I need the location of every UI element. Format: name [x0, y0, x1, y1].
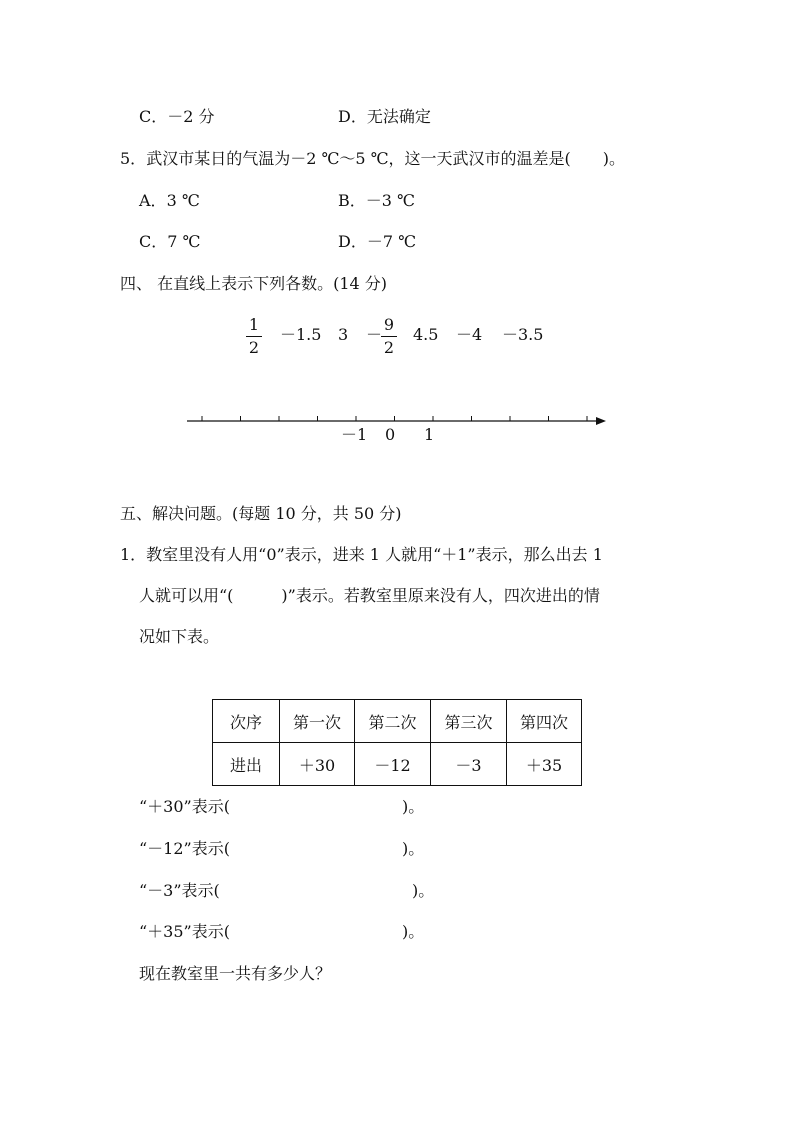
- number-3: 3: [338, 325, 349, 344]
- number-4-5: 4.5: [413, 325, 439, 344]
- number-line: [0, 0, 793, 470]
- fill-minus-12-prefix: “－12”表示(: [139, 839, 230, 858]
- q5-option-d: D．－7 ℃: [338, 232, 417, 251]
- q1-line-1: 1．教室里没有人用“0”表示，进来 1 人就用“＋1”表示，那么出去 1: [120, 545, 603, 564]
- q1-line-3: 况如下表。: [139, 627, 220, 646]
- number-neg-3-5: －3.5: [502, 325, 544, 344]
- table-cell: ＋35: [507, 743, 582, 786]
- fill-minus-12-suffix: )。: [402, 839, 425, 858]
- fill-minus-3-suffix: )。: [412, 881, 435, 900]
- entry-exit-table: [212, 699, 582, 786]
- option-c: C．－2 分: [139, 107, 215, 126]
- table-cell: ＋30: [280, 743, 355, 786]
- table-cell: 进出: [213, 743, 280, 786]
- table-row: [213, 743, 582, 786]
- table-cell: 第一次: [280, 700, 355, 743]
- neg-sign: －: [366, 325, 383, 344]
- table-row: [213, 700, 582, 743]
- table-cell: 第二次: [355, 700, 431, 743]
- q1-line-2: 人就可以用“( )”表示。若教室里原来没有人，四次进出的情: [139, 586, 600, 605]
- table-cell: 第四次: [507, 700, 582, 743]
- fill-plus-35-suffix: )。: [402, 922, 425, 941]
- section-4-heading: 四、 在直线上表示下列各数。(14 分): [120, 274, 388, 293]
- table-cell: －3: [431, 743, 507, 786]
- table-cell: －12: [355, 743, 431, 786]
- fill-plus-35-prefix: “＋35”表示(: [139, 922, 230, 941]
- table-cell: 次序: [213, 700, 280, 743]
- section-5-heading: 五、解决问题。(每题 10 分，共 50 分): [120, 504, 402, 523]
- fill-minus-3-prefix: “－3”表示(: [139, 881, 220, 900]
- q5-option-c: C．7 ℃: [139, 232, 201, 251]
- fraction-one-half: 1 2: [242, 316, 266, 357]
- table-cell: 第三次: [431, 700, 507, 743]
- number-neg-1-5: －1.5: [280, 325, 322, 344]
- q5-option-b: B．－3 ℃: [338, 191, 415, 210]
- number-neg-4: －4: [456, 325, 483, 344]
- arrow-right-icon: [596, 417, 606, 425]
- question-5: 5．武汉市某日的气温为－2 ℃～5 ℃，这一天武汉市的温差是( )。: [120, 149, 626, 168]
- final-question: 现在教室里一共有多少人？: [139, 964, 332, 983]
- axis-label-neg-one: －1: [341, 425, 368, 444]
- q5-option-a: A．3 ℃: [139, 191, 200, 210]
- axis-label-one: 1: [424, 425, 435, 444]
- option-d: D．无法确定: [338, 107, 431, 126]
- fill-plus-30-suffix: )。: [402, 797, 425, 816]
- axis-label-zero: 0: [385, 425, 396, 444]
- fill-plus-30-prefix: “＋30”表示(: [139, 797, 230, 816]
- fraction-nine-halves: 9 2: [377, 316, 401, 357]
